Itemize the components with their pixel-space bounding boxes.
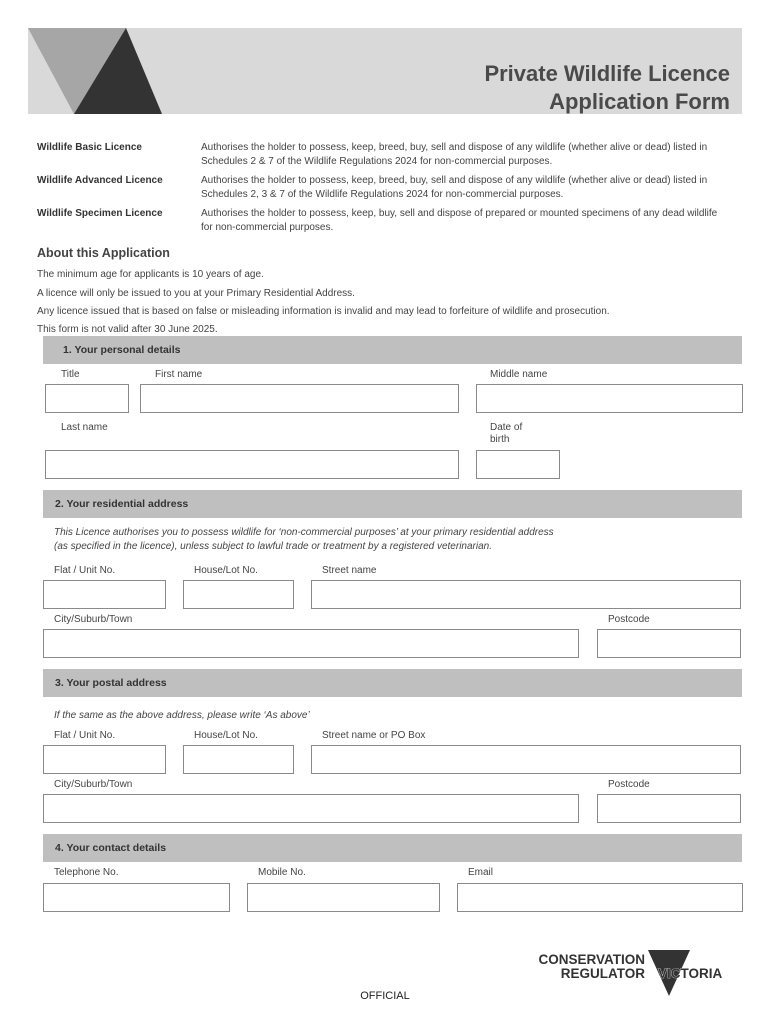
residential-house-field[interactable] xyxy=(183,580,294,609)
licence-name: Wildlife Advanced Licence xyxy=(37,175,163,186)
residential-note-line2: (as specified in the licence), unless subject to lawful trade or treatment by a registered veterinarian. xyxy=(54,541,492,552)
section-title: 4. Your contact details xyxy=(55,842,167,854)
residential-postcode-field[interactable] xyxy=(597,629,741,658)
middle-name-label: Middle name xyxy=(490,369,548,380)
residential-city-label: City/Suburb/Town xyxy=(54,614,133,625)
header-triangles-graphic xyxy=(28,28,168,114)
section-personal-details-header xyxy=(43,336,742,364)
residential-postcode-label: Postcode xyxy=(608,614,650,625)
postal-note: If the same as the above address, please write ‘As above’ xyxy=(54,710,310,721)
about-line: A licence will only be issued to you at your Primary Residential Address. xyxy=(37,288,355,299)
postal-street-label: Street name or PO Box xyxy=(322,730,426,741)
last-name-field[interactable] xyxy=(45,450,459,479)
licence-name: Wildlife Specimen Licence xyxy=(37,208,163,219)
postal-unit-label: Flat / Unit No. xyxy=(54,730,116,741)
telephone-label: Telephone No. xyxy=(54,867,119,878)
residential-unit-field[interactable] xyxy=(43,580,166,609)
residential-street-label: Street name xyxy=(322,565,377,576)
postal-house-label: House/Lot No. xyxy=(194,730,258,741)
page-title xyxy=(484,60,730,116)
licence-description: Authorises the holder to possess, keep, buy, sell and dispose of prepared or mounted specimens of any dead wildlife for non-commercial purposes. xyxy=(201,208,718,233)
about-line: The minimum age for applicants is 10 years of age. xyxy=(37,269,264,280)
postal-city-label: City/Suburb/Town xyxy=(54,779,133,790)
residential-note-line1: This Licence authorises you to possess wildlife for ‘non-commercial purposes’ at your primary residential address xyxy=(54,527,554,538)
telephone-field[interactable] xyxy=(43,883,230,912)
licence-description: Authorises the holder to possess, keep, breed, buy, sell and dispose of any wildlife (whether alive or dead) listed in Schedules 2, 3 & 7 of the Wildlife Regulations 2024 for non-commercial purposes. xyxy=(201,175,708,200)
postal-street-field[interactable] xyxy=(311,745,741,774)
dob-label-line2: birth xyxy=(490,434,510,445)
title-label: Title xyxy=(61,369,80,380)
residential-note xyxy=(54,526,554,554)
about-line: This form is not valid after 30 June 2025. xyxy=(37,324,218,335)
first-name-field[interactable] xyxy=(140,384,459,413)
page-title-line1: Private Wildlife Licence xyxy=(484,61,730,86)
postal-city-field[interactable] xyxy=(43,794,579,823)
section-title: 3. Your postal address xyxy=(55,677,167,689)
licence-name: Wildlife Basic Licence xyxy=(37,142,142,153)
email-label: Email xyxy=(468,867,494,878)
residential-unit-label: Flat / Unit No. xyxy=(54,565,116,576)
licence-description: Authorises the holder to possess, keep, breed, buy, sell and dispose of any wildlife (whether alive or dead) listed in Schedules 2 & 7 of the Wildlife Regulations 2024 for non-commercial purposes. xyxy=(201,142,708,167)
logo-line2: REGULATOR xyxy=(560,966,645,981)
date-of-birth-field[interactable] xyxy=(476,450,560,479)
postal-postcode-field[interactable] xyxy=(597,794,741,823)
dob-label xyxy=(490,422,522,446)
section-residential-address-header xyxy=(43,490,742,518)
section-contact-details-header xyxy=(43,834,742,862)
section-title: 2. Your residential address xyxy=(55,498,189,510)
last-name-label: Last name xyxy=(61,422,108,433)
logo-state: VICTORIA xyxy=(658,966,723,981)
page-title-line2: Application Form xyxy=(549,89,730,114)
dob-label-line1: Date of xyxy=(490,422,523,433)
postal-postcode-label: Postcode xyxy=(608,779,650,790)
logo-line1: CONSERVATION xyxy=(538,952,645,967)
title-field[interactable] xyxy=(45,384,129,413)
residential-street-field[interactable] xyxy=(311,580,741,609)
residential-city-field[interactable] xyxy=(43,629,579,658)
email-field[interactable] xyxy=(457,883,743,912)
classification-footer: OFFICIAL xyxy=(360,990,410,1002)
residential-house-label: House/Lot No. xyxy=(194,565,258,576)
middle-name-field[interactable] xyxy=(476,384,743,413)
section-title: 1. Your personal details xyxy=(63,344,181,356)
about-heading: About this Application xyxy=(37,246,170,260)
mobile-label: Mobile No. xyxy=(258,867,306,878)
section-postal-address-header xyxy=(43,669,742,697)
about-line: Any licence issued that is based on false or misleading information is invalid and may lead to forfeiture of wildlife and prosecution. xyxy=(37,306,610,317)
first-name-label: First name xyxy=(155,369,203,380)
mobile-field[interactable] xyxy=(247,883,440,912)
postal-house-field[interactable] xyxy=(183,745,294,774)
postal-unit-field[interactable] xyxy=(43,745,166,774)
